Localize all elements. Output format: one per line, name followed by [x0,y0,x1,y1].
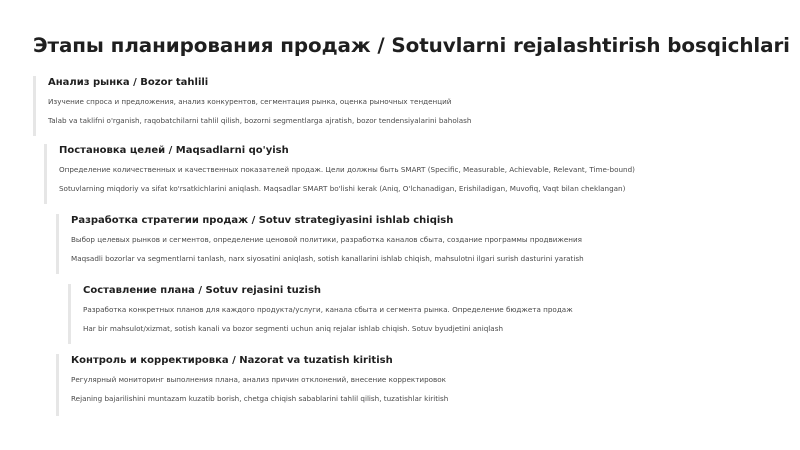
stage-description-ru: Изучение спроса и предложения, анализ конкурентов, сегментация рынка, оценка рыночных тенденций [48,97,452,106]
stage-goal-setting [44,144,644,204]
stage-description-ru: Выбор целевых рынков и сегментов, определение ценовой политики, разработка каналов сбыта, создание программы продвижения [71,235,583,244]
stage-description-ru: Определение количественных и качественных показателей продаж. Цели должны быть SMART (Specific, Measurable, Achievable, Relevant, Time-bound) [59,165,635,174]
stage-description-uz: Maqsadli bozorlar va segmentlarni tanlash, narx siyosatini aniqlash, sotish kanallarini ishlab chiqish, mahsulotni ilgari surish dasturini yaratish [71,254,584,263]
stage-description-uz: Rejaning bajarilishini muntazam kuzatib borish, chetga chiqish sabablarini tahlil qilish, tuzatishlar kiritish [71,394,449,403]
stage-description-ru: Разработка конкретных планов для каждого продукта/услуги, канала сбыта и сегмента рынка. Определение бюджета продаж [83,305,573,314]
stage-heading: Контроль и корректировка / Nazorat va tuzatish kiritish [71,355,393,366]
stage-heading: Постановка целей / Maqsadlarni qo'yish [59,145,289,156]
stage-heading: Разработка стратегии продаж / Sotuv strategiyasini ishlab chiqish [71,215,454,226]
page-title: Этапы планирования продаж / Sotuvlarni rejalashtirish bosqichlari [33,34,790,57]
stage-description-uz: Talab va taklifni o'rganish, raqobatchilarni tahlil qilish, bozorni segmentlarga ajratish, bozor tendensiyalarini baholash [48,116,472,125]
stage-description-ru: Регулярный мониторинг выполнения плана, анализ причин отклонений, внесение корректировок [71,375,447,384]
stage-heading: Составление плана / Sotuv rejasini tuzish [83,285,322,296]
stage-market-analysis [33,76,633,136]
stage-control-correction [56,354,656,416]
stage-heading: Анализ рынка / Bozor tahlili [48,77,209,88]
stage-description-uz: Har bir mahsulot/xizmat, sotish kanali va bozor segmenti uchun aniq rejalar ishlab chiqish. Sotuv byudjetini aniqlash [83,324,503,333]
stage-plan-drafting [68,284,628,344]
stage-strategy-development [56,214,656,274]
stage-description-uz: Sotuvlarning miqdoriy va sifat ko'rsatkichlarini aniqlash. Maqsadlar SMART bo'lishi kerak (Aniq, O'lchanadigan, Erishiladigan, Muvofiq, Vaqt bilan cheklangan) [59,184,626,193]
